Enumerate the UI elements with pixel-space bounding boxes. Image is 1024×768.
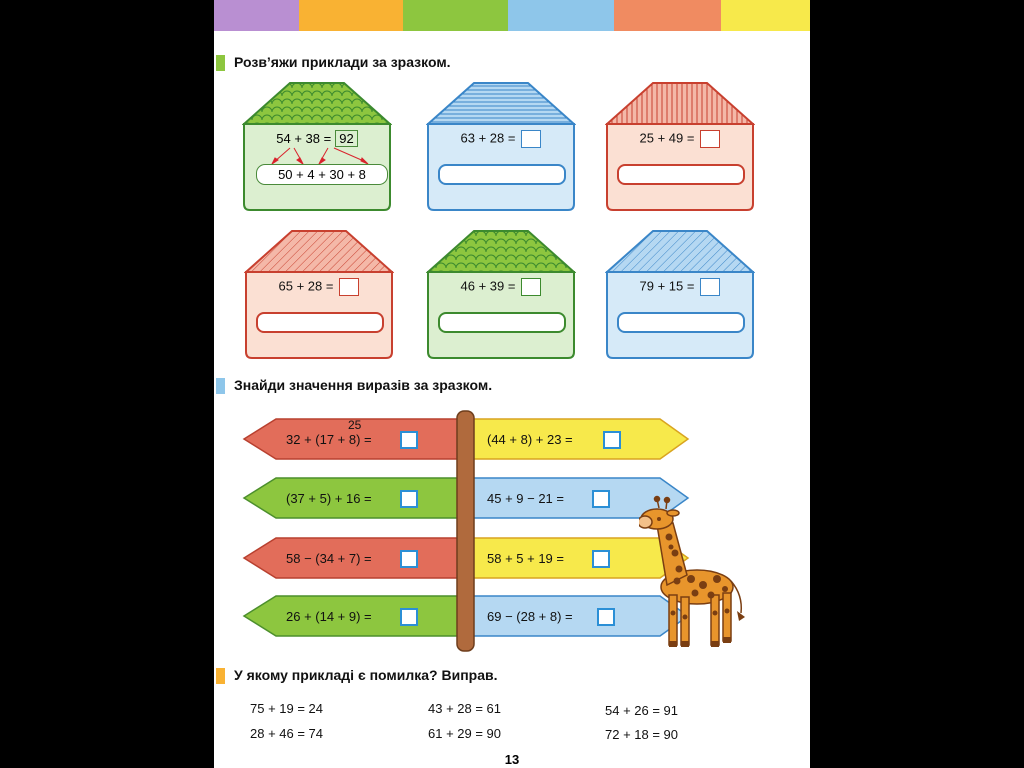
color-strip-1 [214,0,299,31]
house-4-expression [244,278,394,296]
expression-text: 25 + 49 = [639,130,695,146]
right-sign-4-box[interactable] [597,608,615,626]
expression-text: 46 + 39 = [460,278,516,294]
answer-box[interactable] [700,278,720,296]
left-sign-2-text: (37 + 5) + 16 = [286,491,372,506]
house-4 [244,228,394,360]
color-strip-3 [403,0,508,31]
right-sign-3-box[interactable] [592,550,610,568]
house-2 [426,80,576,212]
answer-box[interactable] [521,278,541,296]
house-2-expression [426,130,576,148]
house-3 [605,80,755,212]
house-6-expression [605,278,755,296]
sample-answer-box: 92 [335,130,357,147]
hint-value: 25 [348,418,362,432]
answer-box[interactable] [521,130,541,148]
section-marker-blue [216,378,225,394]
right-sign-3-text: 58 + 5 + 19 = [487,551,564,566]
house-sample [242,80,392,212]
expression-text: 79 + 15 = [639,278,695,294]
color-strip-6 [721,0,810,31]
section-marker-green [216,55,225,71]
example-1-2: 28 + 46 = 74 [250,726,324,741]
example-2-2: 61 + 29 = 90 [428,726,502,741]
answer-field[interactable] [438,164,566,185]
answer-field[interactable] [617,312,745,333]
left-sign-4-box[interactable] [400,608,418,626]
expression-text: 65 + 28 = [278,278,334,294]
expression-text: 63 + 28 = [460,130,516,146]
color-strip-5 [614,0,721,31]
sample-expression [242,130,392,147]
answer-field[interactable] [438,312,566,333]
sign-pole [457,411,474,651]
right-sign-2-box[interactable] [592,490,610,508]
house-3-expression [605,130,755,148]
answer-box[interactable] [339,278,359,296]
house-5-expression [426,278,576,296]
answer-field[interactable] [617,164,745,185]
workbook-page [214,0,810,768]
giraffe-illustration [639,495,749,655]
answer-box[interactable] [700,130,720,148]
sample-expansion: 50 + 4 + 30 + 8 [256,164,388,185]
example-1-1: 75 + 19 = 24 [250,701,324,716]
example-3-1: 54 + 26 = 91 [605,703,679,718]
right-sign-1-box[interactable] [603,431,621,449]
section-marker-orange [216,668,225,684]
page-number: 13 [504,752,520,767]
example-3-2: 72 + 18 = 90 [605,727,679,742]
answer-field[interactable] [256,312,384,333]
left-sign-3-box[interactable] [400,550,418,568]
left-sign-1-text: 32 + (17 + 8) = [286,432,372,447]
right-sign-4-text: 69 − (28 + 8) = [487,609,573,624]
left-sign-2-box[interactable] [400,490,418,508]
section-3-title: У якому прикладі є помилка? Виправ. [234,667,498,683]
house-5 [426,228,576,360]
left-sign-3-text: 58 − (34 + 7) = [286,551,372,566]
right-sign-2-text: 45 + 9 − 21 = [487,491,564,506]
left-sign-1-box[interactable] [400,431,418,449]
color-strip-2 [299,0,403,31]
color-strip-4 [508,0,614,31]
example-2-1: 43 + 28 = 61 [428,701,502,716]
sample-expression-text: 54 + 38 = [276,131,332,146]
section-1-title: Розв’яжи приклади за зразком. [234,54,451,70]
house-6 [605,228,755,360]
right-sign-1-text: (44 + 8) + 23 = [487,432,573,447]
section-2-title: Знайди значення виразів за зразком. [234,377,493,393]
left-sign-4-text: 26 + (14 + 9) = [286,609,372,624]
